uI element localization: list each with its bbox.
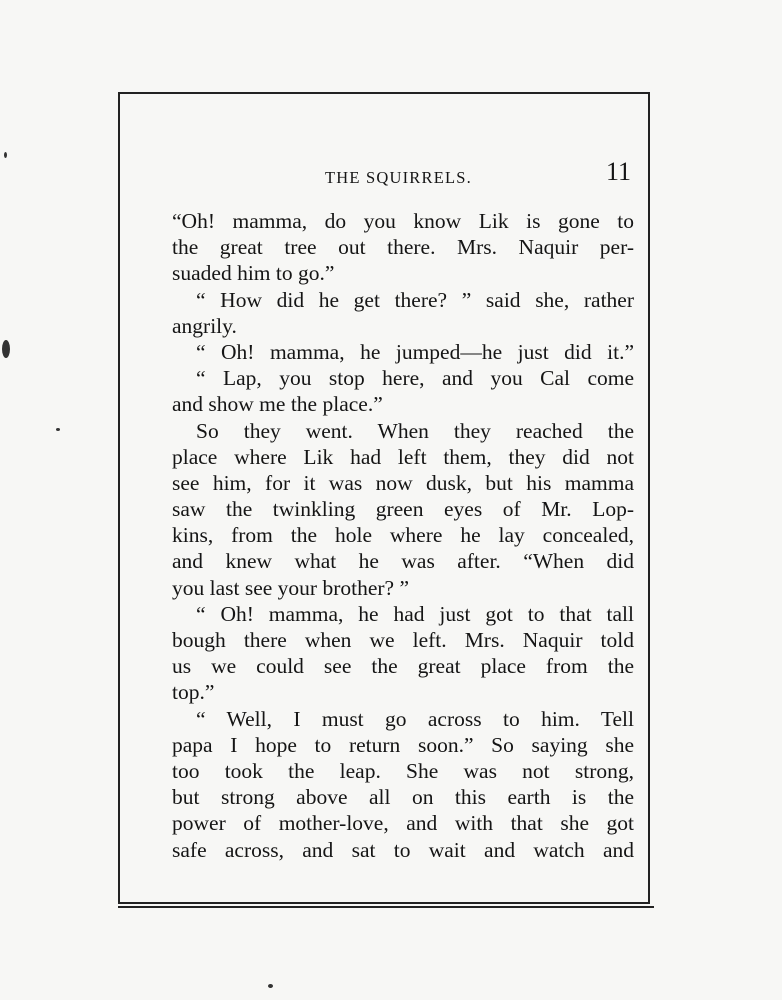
text-line: saw the twinkling green eyes of Mr. Lop- xyxy=(172,497,634,522)
text-line: top.” xyxy=(172,680,215,705)
text-line: suaded him to go.” xyxy=(172,261,335,286)
text-line: too took the leap. She was not strong, xyxy=(172,758,634,783)
text-line: “ Lap, you stop here, and you Cal come xyxy=(196,366,634,391)
text-line: place where Lik had left them, they did not xyxy=(172,444,634,469)
text-line: angrily. xyxy=(172,313,237,338)
text-line: us we could see the great place from the xyxy=(172,654,634,679)
paper-speck xyxy=(4,152,7,158)
text-line: kins, from the hole where he lay concealed, xyxy=(172,523,634,548)
text-line: safe across, and sat to wait and watch and xyxy=(172,837,634,862)
page-number: 11 xyxy=(606,157,632,186)
text-line: power of mother-love, and with that she got xyxy=(172,811,634,836)
text-line: “Oh! mamma, do you know Lik is gone to xyxy=(172,209,634,233)
text-line: “ How did he get there? ” said she, rather xyxy=(196,287,634,312)
text-line: “ Oh! mamma, he jumped—he just did it.” xyxy=(196,339,634,364)
bottom-rule xyxy=(118,906,654,908)
text-line: and knew what he was after. “When did xyxy=(172,549,634,574)
body-text xyxy=(172,208,634,863)
text-line: “ Oh! mamma, he had just got to that tall xyxy=(196,601,634,626)
text-line: the great tree out there. Mrs. Naquir per- xyxy=(172,235,634,260)
text-line: you last see your brother? ” xyxy=(172,575,410,600)
paper-speck xyxy=(56,428,60,431)
running-head: THE SQUIRRELS. xyxy=(325,168,472,187)
text-line: and show me the place.” xyxy=(172,392,383,417)
text-line: see him, for it was now dusk, but his mamma xyxy=(172,470,634,495)
paper-speck xyxy=(2,340,10,358)
text-line: bough there when we left. Mrs. Naquir told xyxy=(172,628,634,652)
paper-speck xyxy=(268,984,273,988)
text-line: but strong above all on this earth is the xyxy=(172,785,634,810)
text-line: “ Well, I must go across to him. Tell xyxy=(196,706,634,731)
text-line: papa I hope to return soon.” So saying she xyxy=(172,732,634,757)
text-line: So they went. When they reached the xyxy=(196,418,634,443)
